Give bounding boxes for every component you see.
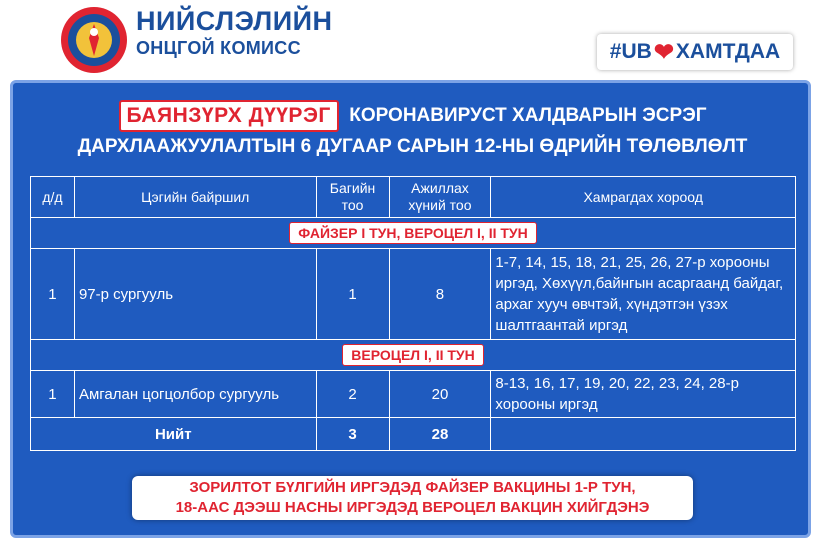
header-coverage: Хамрагдах хороод [491, 177, 796, 218]
table-header-row [31, 177, 796, 218]
table-row [31, 371, 796, 418]
header-no: д/д [31, 177, 75, 218]
district-label: БАЯНЗҮРХ ДҮҮРЭГ [119, 100, 339, 132]
cell-location: Амгалан цогцолбор сургууль [74, 371, 316, 418]
footer-note [132, 476, 693, 520]
header [0, 0, 825, 80]
title-line1-text: КОРОНАВИРУСТ ХАЛДВАРЫН ЭСРЭГ [349, 105, 707, 126]
section-label-pfizer: ФАЙЗЕР I ТУН, ВЕРОЦЕЛ I, II ТУН [289, 222, 537, 244]
cell-location: 97-р сургууль [74, 249, 316, 340]
heart-icon: ❤ [653, 38, 674, 66]
hashtag-badge [597, 34, 793, 70]
hashtag-suffix: ХАМТДАА [675, 40, 781, 63]
title-line1 [0, 100, 825, 132]
cell-no: 1 [31, 249, 75, 340]
emblem-icon [58, 4, 130, 76]
cell-teams: 2 [316, 371, 389, 418]
section-row-pfizer [31, 218, 796, 249]
cell-coverage: 1-7, 14, 15, 18, 21, 25, 26, 27-р хорооны иргэд, Хөхүүл,байнгын асаргаанд байдаг, архаг хууч өвчтэй, хүндэтгэн үзэх шалтгаантай иргэд [491, 249, 796, 340]
table-row [31, 249, 796, 340]
total-staff: 28 [389, 418, 491, 451]
total-teams: 3 [316, 418, 389, 451]
cell-staff: 20 [389, 371, 491, 418]
org-name-line2: ОНЦГОЙ КОМИСС [136, 38, 301, 58]
section-label-verocell: ВЕРОЦЕЛ I, II ТУН [342, 344, 483, 366]
cell-coverage: 8-13, 16, 17, 19, 20, 22, 23, 24, 28-р хорооны иргэд [491, 371, 796, 418]
cell-staff: 8 [389, 249, 491, 340]
vaccination-plan-table [30, 176, 796, 451]
header-staff: Ажиллах хүний тоо [389, 177, 491, 218]
footer-line2: 18-ААС ДЭЭШ НАСНЫ ИРГЭДЭД ВЕРОЦЕЛ ВАКЦИН ХИЙГДЭНЭ [175, 499, 650, 516]
cell-no: 1 [31, 371, 75, 418]
org-name-line1: НИЙСЛЭЛИЙН [136, 6, 333, 36]
hashtag-prefix: #UB [609, 40, 652, 63]
cell-teams: 1 [316, 249, 389, 340]
footer-line1: ЗОРИЛТОТ БҮЛГИЙН ИРГЭДЭД ФАЙЗЕР ВАКЦИНЫ 1-Р ТУН, [189, 479, 636, 496]
header-teams: Багийн тоо [316, 177, 389, 218]
total-row [31, 418, 796, 451]
header-location: Цэгийн байршил [74, 177, 316, 218]
total-label: Нийт [31, 418, 317, 451]
total-coverage [491, 418, 796, 451]
title-line2: ДАРХЛААЖУУЛАЛТЫН 6 ДУГААР САРЫН 12-НЫ ӨДРИЙН ТӨЛӨВЛӨЛТ [77, 136, 748, 157]
section-row-verocell [31, 340, 796, 371]
